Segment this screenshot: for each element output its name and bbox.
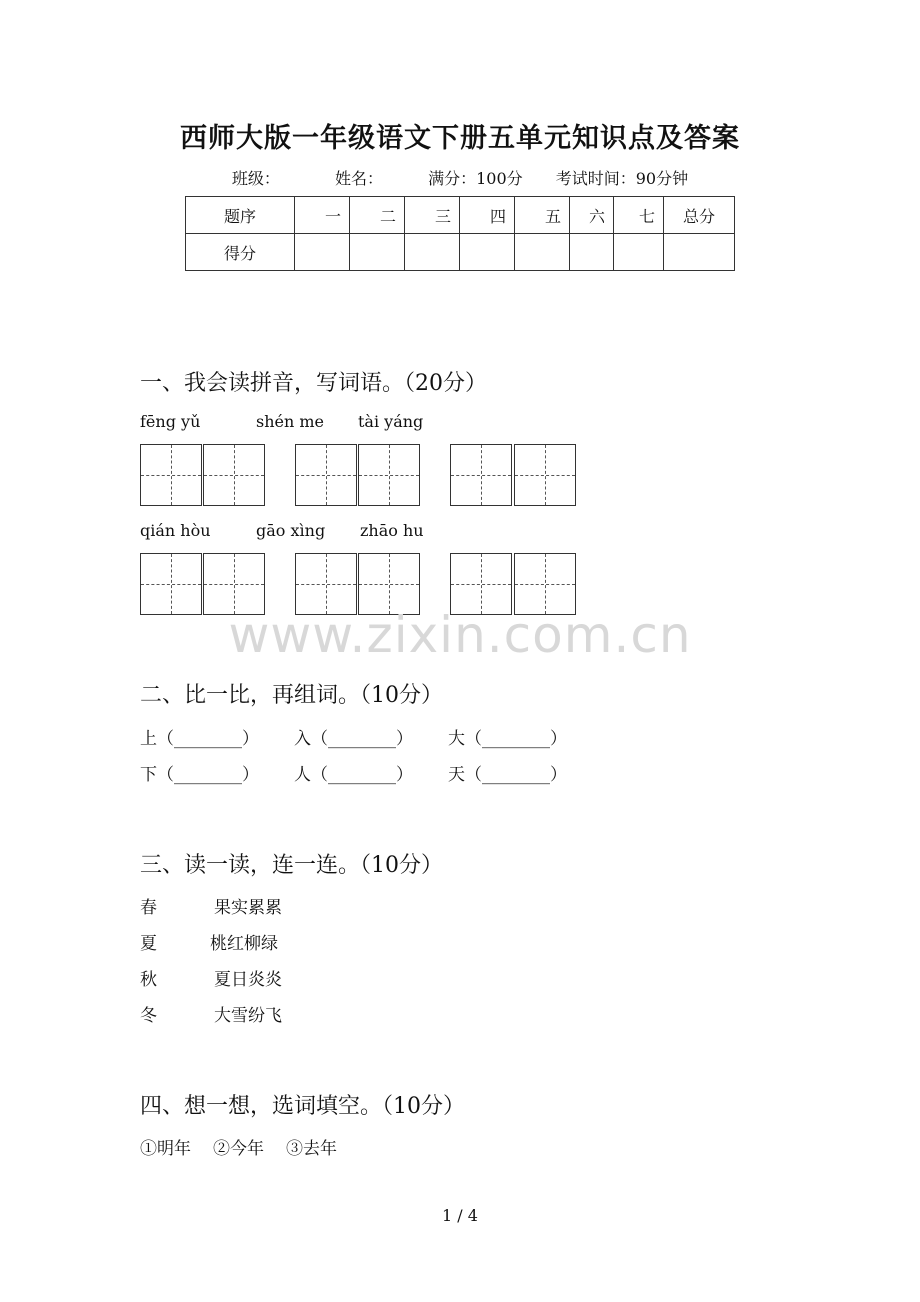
pinyin-label: zhāo hu <box>360 521 424 540</box>
exam-time: 考试时间：90分钟 <box>555 169 689 188</box>
page-number: 1 / 4 <box>442 1206 478 1225</box>
word-blank[interactable]: 入（________） <box>294 729 413 749</box>
writing-box[interactable] <box>450 444 512 506</box>
section-title: 四、想一想，选词填空。（10分） <box>140 1094 465 1119</box>
season-label: 秋 <box>140 970 157 990</box>
option-label: ③去年 <box>286 1139 337 1159</box>
section-title: 二、比一比，再组词。（10分） <box>140 683 443 708</box>
score-table <box>185 196 735 271</box>
pinyin-label: qián hòu <box>140 521 211 540</box>
table-cell <box>664 234 735 271</box>
writing-box[interactable] <box>140 444 202 506</box>
pinyin-label: fēng yǔ <box>140 412 201 431</box>
table-cell: 二 <box>350 197 405 234</box>
pinyin-label: tài yáng <box>358 412 424 431</box>
compare-row <box>140 724 567 749</box>
table-row <box>186 234 735 271</box>
table-cell <box>515 234 570 271</box>
full-score: 满分：100分 <box>428 169 523 188</box>
table-cell <box>350 234 405 271</box>
season-label: 夏 <box>140 934 157 954</box>
table-cell: 一 <box>295 197 350 234</box>
table-cell: 得分 <box>186 234 295 271</box>
option-label: ②今年 <box>213 1139 264 1159</box>
compare-row <box>140 760 567 785</box>
class-label: 班级： <box>231 169 280 188</box>
section-title: 一、我会读拼音，写词语。（20分） <box>140 371 487 396</box>
writing-box[interactable] <box>295 444 357 506</box>
table-cell: 七 <box>614 197 664 234</box>
table-cell: 六 <box>570 197 614 234</box>
table-cell: 五 <box>515 197 570 234</box>
table-cell <box>460 234 515 271</box>
table-cell: 题序 <box>186 197 295 234</box>
section-title: 三、读一读，连一连。（10分） <box>140 853 443 878</box>
word-blank[interactable]: 下（________） <box>140 765 259 785</box>
table-cell: 三 <box>405 197 460 234</box>
exam-meta <box>0 166 920 189</box>
writing-box[interactable] <box>514 444 576 506</box>
table-cell <box>570 234 614 271</box>
table-cell <box>405 234 460 271</box>
word-blank[interactable]: 天（________） <box>448 765 567 785</box>
season-label: 冬 <box>140 1006 157 1026</box>
watermark: www.zixin.com.cn <box>228 606 692 664</box>
phrase-label: 桃红柳绿 <box>210 934 278 954</box>
name-label: 姓名： <box>334 169 383 188</box>
phrase-label: 果实累累 <box>214 898 282 918</box>
phrase-label: 大雪纷飞 <box>214 1006 282 1026</box>
word-blank[interactable]: 人（________） <box>294 765 413 785</box>
option-label: ①明年 <box>140 1139 191 1159</box>
document-title: 西师大版一年级语文下册五单元知识点及答案 <box>180 123 740 154</box>
pinyin-label: gāo xìng <box>256 521 326 540</box>
table-cell: 四 <box>460 197 515 234</box>
phrase-label: 夏日炎炎 <box>214 970 282 990</box>
table-cell: 总分 <box>664 197 735 234</box>
season-label: 春 <box>140 898 157 918</box>
table-cell <box>614 234 664 271</box>
option-row <box>140 1134 337 1159</box>
writing-box[interactable] <box>358 444 420 506</box>
table-row <box>186 197 735 234</box>
pinyin-label: shén me <box>256 412 325 431</box>
word-blank[interactable]: 上（________） <box>140 729 259 749</box>
table-cell <box>295 234 350 271</box>
word-blank[interactable]: 大（________） <box>448 729 567 749</box>
writing-box[interactable] <box>203 444 265 506</box>
